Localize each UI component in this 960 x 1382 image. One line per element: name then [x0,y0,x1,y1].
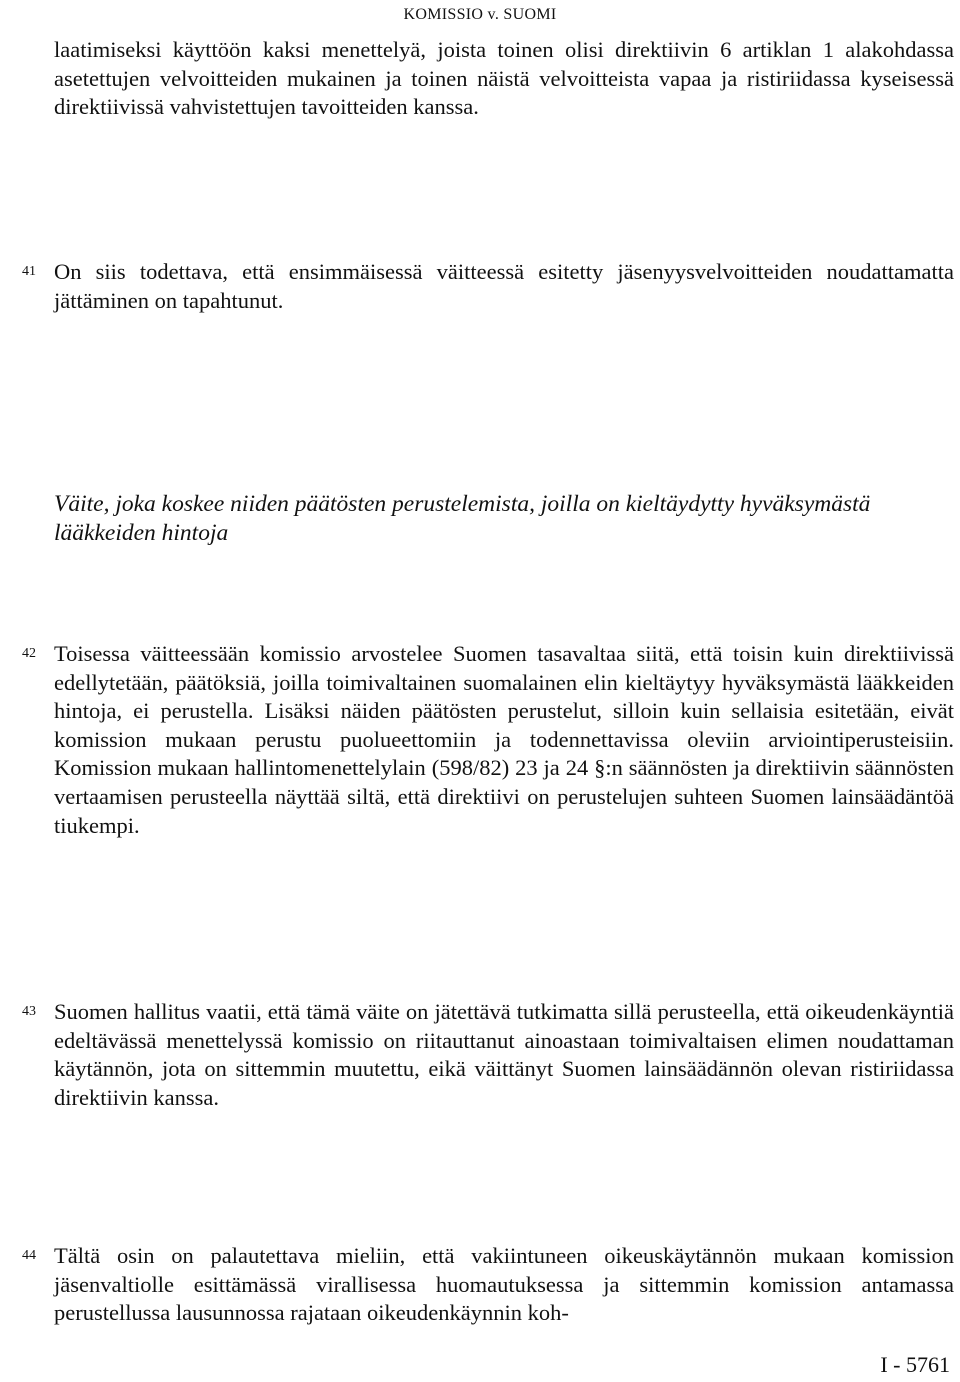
page-number: I - 5761 [880,1352,950,1377]
paragraph-42 [54,640,954,840]
paragraph-text: Tältä osin on palautettava mieliin, että vakiintuneen oikeuskäytännön mukaan komission jäsenvaltiolle esittämässä virallisessa huomautuksessa ja sittemmin komission antamassa perustellussa lausunnossa rajataan oikeudenkäynnin koh- [54,1243,954,1326]
paragraph-number: 43 [22,1004,36,1019]
paragraph-number: 44 [22,1248,36,1263]
paragraph-44 [54,1242,954,1328]
running-title: KOMISSIO v. SUOMI [403,6,557,23]
section-heading: Väite, joka koskee niiden päätösten perustelemista, joilla on kieltäydytty hyväksymästä lääkkeiden hintoja [54,491,871,546]
paragraph-number: 41 [22,264,36,279]
paragraph-43 [54,998,954,1112]
paragraph-number: 42 [22,646,36,661]
paragraph-text: Toisessa väitteessään komissio arvostelee Suomen tasavaltaa siitä, että toisin kuin direktiivissä edellytetään, päätöksiä, joilla toimivaltainen suomalainen elin kieltäytyy hyväksymästä lääkkeiden hintoja, ei perustella. Lisäksi näiden päätösten perustelut, silloin kuin sellaisia esitetään, eivät komission mukaan perustu puolueettomiin ja todennettavissa oleviin arviointiperusteisiin. Komission mukaan hallintomenettelylain (598/82) 23 ja 24 §:n säännösten ja direktiivin säännösten vertaamisen perusteella näyttää siltä, että direktiivi on perustelujen suhteen Suomen lainsäädäntöä tiukempi. [54,641,954,838]
paragraph-text: laatimiseksi käyttöön kaksi menettelyä, joista toinen olisi direktiivin 6 artiklan 1 alakohdassa asetettujen velvoitteiden mukainen ja toinen näistä velvoitteista vapaa ja ristiriidassa kyseisessä direktiivissä vahvistettujen tavoitteiden kanssa. [54,37,954,120]
paragraph-continuation [54,36,954,122]
paragraph-text: On siis todettava, että ensimmäisessä väitteessä esitetty jäsenyysvelvoitteiden noudattamatta jättäminen on tapahtunut. [54,259,954,313]
paragraph-41 [54,258,954,315]
paragraph-text: Suomen hallitus vaatii, että tämä väite on jätettävä tutkimatta sillä perusteella, että oikeudenkäyntiä edeltävässä menettelyssä komissio on riitauttanut ainoastaan toimivaltaisen elimen noudattaman käytännön, jota on sittemmin muutettu, eikä väittänyt Suomen lainsäädännön olevan ristiriidassa direktiivin kanssa. [54,999,954,1110]
